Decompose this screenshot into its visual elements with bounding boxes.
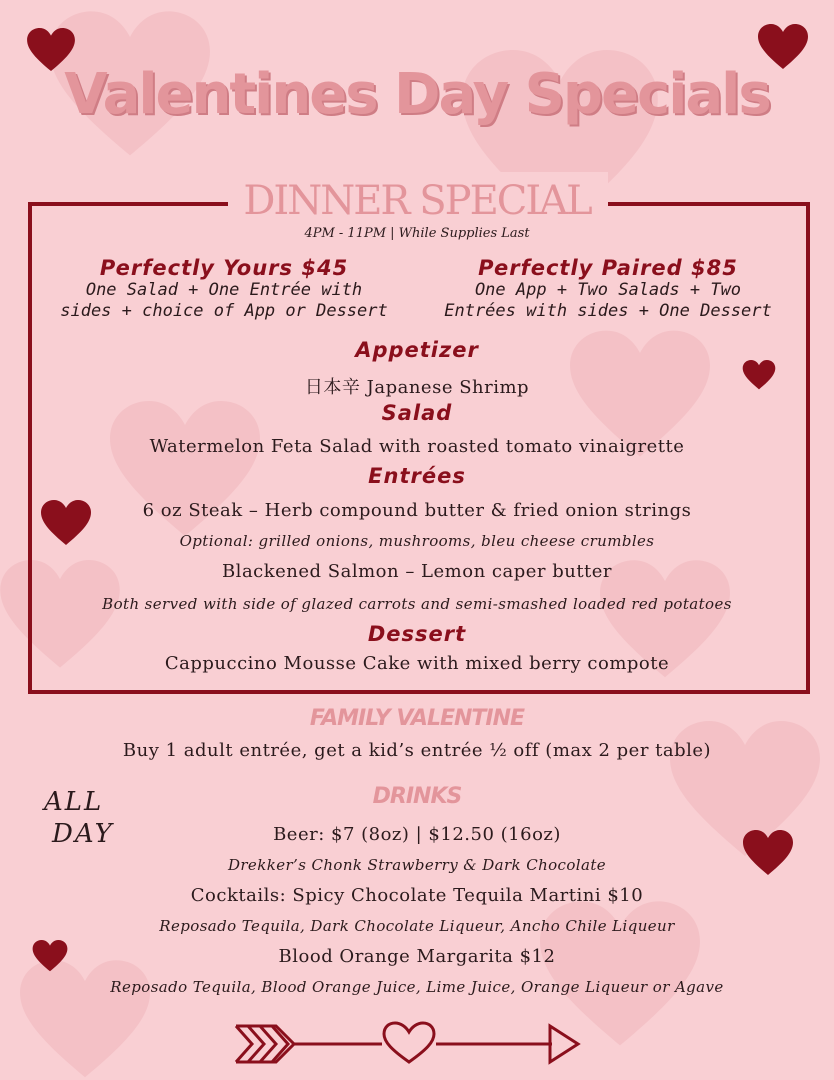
dinner-special-heading: DINNER SPECIAL	[243, 178, 591, 224]
drink-cocktail-margarita: Blood Orange Margarita $12	[278, 946, 556, 967]
package-perfectly-paired	[418, 256, 798, 322]
heart-arrow-icon	[232, 1018, 584, 1070]
entree-salmon: Blackened Salmon – Lemon caper butter	[221, 561, 613, 582]
page-title: Valentines Day Specials	[64, 62, 770, 127]
package-description: Entrées with sides + One Dessert	[444, 301, 772, 321]
appetizer-item: 日本辛 Japanese Shrimp	[304, 377, 530, 398]
package-title: Perfectly Yours $45	[99, 256, 349, 280]
drink-margarita-note: Reposado Tequila, Blood Orange Juice, Lime Juice, Orange Liqueur or Agave	[110, 978, 724, 996]
drinks-heading: DRINKS	[372, 784, 462, 809]
entrees-heading: Entrées	[368, 464, 466, 488]
all-day-line: ALL	[44, 787, 104, 817]
entree-steak-note: Optional: grilled onions, mushrooms, bleu cheese crumbles	[179, 532, 655, 550]
drink-beer: Beer: $7 (8oz) | $12.50 (16oz)	[273, 824, 561, 845]
family-valentine-heading: FAMILY VALENTINE	[309, 706, 525, 731]
package-description: One Salad + One Entrée with	[85, 280, 363, 300]
dessert-heading: Dessert	[367, 622, 467, 646]
appetizer-heading: Appetizer	[355, 338, 479, 362]
drink-cocktail-martini: Cocktails: Spicy Chocolate Tequila Martini $10	[190, 885, 644, 906]
dessert-item: Cappuccino Mousse Cake with mixed berry compote	[164, 653, 670, 674]
package-perfectly-yours	[34, 256, 414, 322]
drink-martini-note: Reposado Tequila, Dark Chocolate Liqueur, Ancho Chile Liqueur	[159, 917, 675, 935]
family-valentine-text: Buy 1 adult entrée, get a kid’s entrée ½ off (max 2 per table)	[122, 740, 712, 761]
package-description: One App + Two Salads + Two	[474, 280, 742, 300]
drink-beer-note: Drekker’s Chonk Strawberry & Dark Chocolate	[227, 856, 607, 874]
entree-sides-note: Both served with side of glazed carrots and semi-smashed loaded red potatoes	[102, 595, 732, 613]
salad-heading: Salad	[381, 401, 453, 425]
all-day-line: DAY	[52, 819, 114, 849]
salad-item: Watermelon Feta Salad with roasted tomato vinaigrette	[149, 436, 685, 457]
package-description: sides + choice of App or Dessert	[60, 301, 388, 321]
dinner-hours: 4PM - 11PM | While Supplies Last	[304, 226, 530, 241]
entree-steak: 6 oz Steak – Herb compound butter & fried onion strings	[142, 500, 692, 521]
package-title: Perfectly Paired $85	[478, 256, 738, 280]
